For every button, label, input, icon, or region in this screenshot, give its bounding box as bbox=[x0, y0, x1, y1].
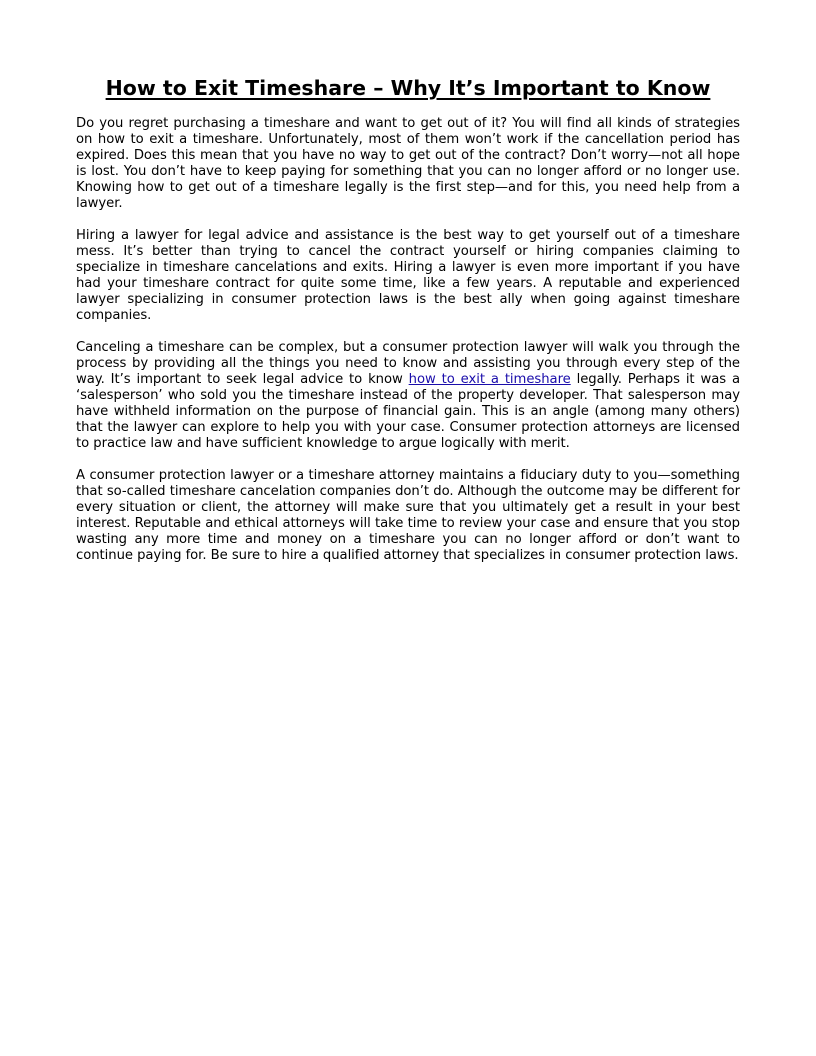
paragraph-3-text-before-link: Canceling a timeshare can be complex, but a consumer protection lawyer will walk you through the process by providing all the things you need to know and assisting you through every step of the way. It’s important to seek legal advice to know bbox=[76, 340, 740, 387]
paragraph-3 bbox=[76, 340, 740, 452]
how-to-exit-timeshare-link[interactable]: how to exit a timeshare bbox=[408, 372, 571, 387]
paragraph-3-text-after-link: legally. Perhaps it was a ‘salesperson’ who sold you the timeshare instead of the property developer. That salesperson may have withheld information on the purpose of financial gain. This is an angle (among many others) that the lawyer can explore to help you with your case. Consumer protection attorneys are licensed to practice law and have sufficient knowledge to argue logically with merit. bbox=[76, 372, 740, 451]
paragraph-2: Hiring a lawyer for legal advice and assistance is the best way to get yourself out of a timeshare mess. It’s better than trying to cancel the contract yourself or hiring companies claiming to specialize in timeshare cancelations and exits. Hiring a lawyer is even more important if you have had your timeshare contract for quite some time, like a few years. A reputable and experienced lawyer specializing in consumer protection laws is the best ally when going against timeshare companies. bbox=[76, 228, 740, 323]
page-title: How to Exit Timeshare – Why It’s Important to Know bbox=[105, 76, 711, 100]
paragraph-1: Do you regret purchasing a timeshare and want to get out of it? You will find all kinds of strategies on how to exit a timeshare. Unfortunately, most of them won’t work if the cancellation period has expired. Does this mean that you have no way to get out of the contract? Don’t worry—not all hope is lost. You don’t have to keep paying for something that you can no longer afford or no longer use. Knowing how to get out of a timeshare legally is the first step—and for this, you need help from a lawyer. bbox=[76, 116, 740, 211]
paragraph-4: A consumer protection lawyer or a timeshare attorney maintains a fiduciary duty to you—something that so-called timeshare cancelation companies don’t do. Although the outcome may be different for every situation or client, the attorney will make sure that you ultimately get a result in your best interest. Reputable and ethical attorneys will take time to review your case and ensure that you stop wasting any more time and money on a timeshare you can no longer afford or don’t want to continue paying for. Be sure to hire a qualified attorney that specializes in consumer protection laws. bbox=[76, 468, 740, 563]
document-page bbox=[76, 74, 740, 580]
